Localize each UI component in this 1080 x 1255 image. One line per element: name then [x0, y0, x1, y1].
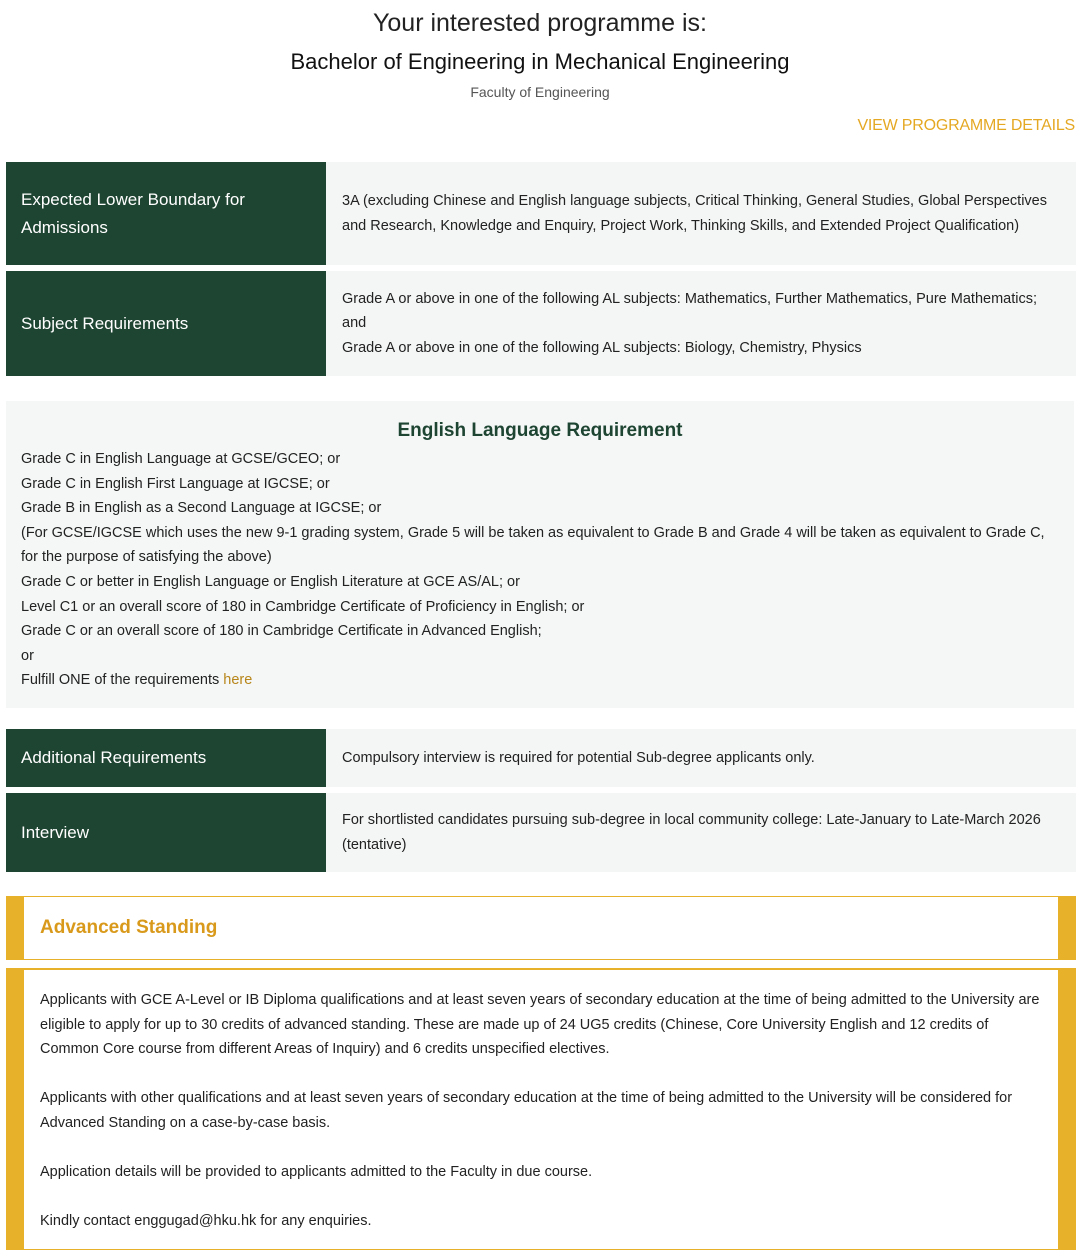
requirement-value-text: Compulsory interview is required for potential Sub-degree applicants only.: [342, 749, 815, 766]
english-requirement-box: [6, 401, 1074, 708]
english-requirement-prefix: Fulfill ONE of the requirements: [21, 672, 224, 689]
advanced-standing-paragraph: Applicants with other qualifications and at least seven years of secondary education at the time of being admitted to the University will be considered for Advanced Standing on a case-by-case basis.: [40, 1090, 1013, 1131]
requirement-row-subject: [6, 271, 1076, 376]
requirement-row-lower-boundary: [6, 162, 1076, 265]
requirement-row-interview: [6, 793, 1076, 872]
requirement-row-additional: [6, 729, 1076, 787]
advanced-standing-body: [6, 968, 1076, 1250]
requirement-value-line: Grade A or above in one of the following AL subjects: Mathematics, Further Mathematics, Pure Mathematics; and: [342, 290, 1037, 332]
requirement-label: Subject Requirements: [6, 271, 326, 376]
requirement-label: Additional Requirements: [6, 729, 326, 787]
english-requirement-line: Grade C in English Language at GCSE/GCEO; or: [21, 451, 341, 467]
advanced-standing-header[interactable]: [6, 896, 1076, 960]
english-requirement-line: Grade B in English as a Second Language at IGCSE; or: [21, 500, 382, 517]
english-requirement-line: Grade C or an overall score of 180 in Cambridge Certificate in Advanced English;: [21, 623, 542, 640]
requirement-value-text: 3A (excluding Chinese and English language subjects, Critical Thinking, General Studies, Global Perspectives and Research, Knowledge and Enquiry, Project Work, Thinking Skills, and Extended Project Qualification): [342, 193, 1047, 234]
advanced-standing-paragraph: Kindly contact enggugad@hku.hk for any enquiries.: [40, 1213, 372, 1230]
requirement-value-line: Grade A or above in one of the following AL subjects: Biology, Chemistry, Physics: [342, 339, 862, 356]
programme-title: Bachelor of Engineering in Mechanical Engineering: [290, 49, 790, 74]
english-requirement-line: Grade C or better in English Language or English Literature at GCE AS/AL; or: [21, 573, 520, 590]
requirement-value: [326, 729, 1076, 787]
english-requirement-line-last: [21, 668, 1059, 693]
view-programme-details-link[interactable]: VIEW PROGRAMME DETAILS: [857, 117, 1075, 134]
requirement-value: [326, 793, 1076, 872]
requirements-here-link[interactable]: here: [223, 672, 253, 689]
intro-text: Your interested programme is:: [373, 9, 707, 37]
requirement-value-text: For shortlisted candidates pursuing sub-degree in local community college: Late-January to Late-March 2026 (tentative): [342, 812, 1041, 853]
english-requirement-line: Grade C in English First Language at IGCSE; or: [21, 475, 330, 492]
requirement-label: Expected Lower Boundary for Admissions: [6, 162, 326, 265]
english-requirement-line: (For GCSE/IGCSE which uses the new 9-1 grading system, Grade 5 will be taken as equivalent to Grade B and Grade 4 will be taken as equivalent to Grade C, for the purpose of satisfying the above): [21, 524, 1045, 566]
english-requirement-line: or: [21, 647, 34, 664]
requirement-value: [326, 271, 1076, 376]
requirement-value: [326, 162, 1076, 265]
english-requirement-title: English Language Requirement: [397, 420, 683, 441]
requirement-label: Interview: [6, 793, 326, 872]
advanced-standing-paragraph: Applicants with GCE A-Level or IB Diploma qualifications and at least seven years of secondary education at the time of being admitted to the University are eligible to apply for up to 30 credits of advanced standing. These are made up of 24 UG5 credits (Chinese, Core University English and 12 credits of Common Core course from different Areas of Inquiry) and 6 credits unspecified electives.: [40, 992, 1040, 1058]
english-requirement-line: Level C1 or an overall score of 180 in Cambridge Certificate of Proficiency in English; or: [21, 598, 585, 615]
advanced-standing-paragraph: Application details will be provided to applicants admitted to the Faculty in due course.: [40, 1164, 593, 1181]
faculty-name: Faculty of Engineering: [470, 84, 610, 100]
advanced-standing-title: Advanced Standing: [40, 917, 218, 938]
